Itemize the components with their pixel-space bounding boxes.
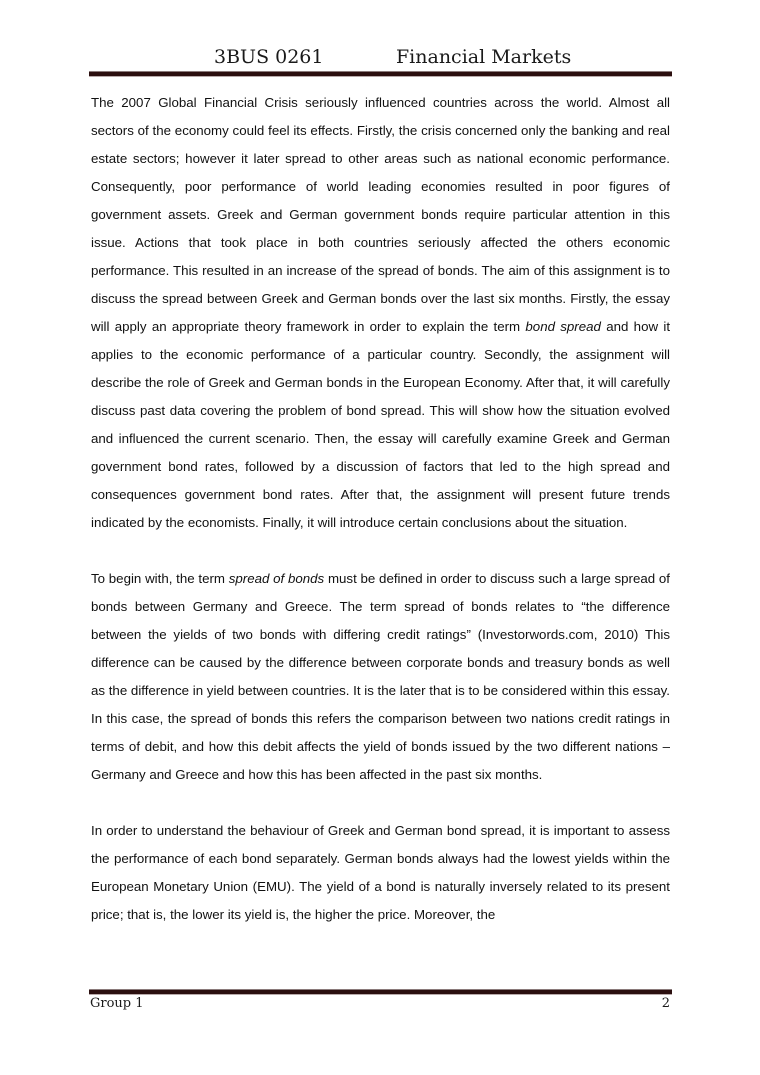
page-number: 2	[661, 996, 670, 1011]
text-segment: To begin with, the term	[91, 571, 229, 586]
page-footer	[89, 996, 672, 1016]
italic-term: spread of bonds	[228, 571, 325, 586]
course-title: Financial Markets	[396, 46, 572, 68]
paragraph-behaviour	[91, 817, 670, 929]
text-segment: and how it applies to the economic performance of a particular country. Secondly, the assignment will describe the role of Greek and German bonds in the European Economy. After that, it will carefully discuss past data covering the problem of bond spread. This will show how the situation evolved and influenced the current scenario. Then, the essay will carefully examine Greek and German government bond rates, followed by a discussion of factors that led to the high spread and consequences government bond rates. After that, the assignment will present future trends indicated by the economists. Finally, it will introduce certain conclusions about the situation.	[91, 319, 671, 530]
group-label: Group 1	[90, 996, 144, 1011]
footer-rule	[89, 989, 672, 995]
italic-term: bond spread	[525, 319, 601, 334]
header-rule	[89, 71, 672, 77]
course-code: 3BUS 0261	[214, 46, 324, 68]
paragraph-definition	[91, 565, 670, 789]
text-segment: must be defined in order to discuss such a large spread of bonds between Germany and Greece. The term spread of bonds relates to “the difference between the yields of two bonds with differing credit ratings” (Investorwords.com, 2010) This difference can be caused by the difference between corporate bonds and treasury bonds as well as the difference in yield between countries. It is the later that is to be considered within this essay. In this case, the spread of bonds this refers the comparison between two nations credit ratings in terms of debit, and how this debit affects the yield of bonds issued by the two different nations – Germany and Greece and how this has been affected in the past six months.	[91, 571, 670, 782]
page-header	[89, 44, 672, 72]
text-segment: In order to understand the behaviour of Greek and German bond spread, it is important to assess the performance of each bond separately. German bonds always had the lowest yields within the European Monetary Union (EMU). The yield of a bond is naturally inversely related to its present price; that is, the lower its yield is, the higher the price. Moreover, the	[91, 823, 670, 922]
text-segment: The 2007 Global Financial Crisis seriously influenced countries across the world. Almost all sectors of the economy could feel its effects. Firstly, the crisis concerned only the banking and real estate sectors; however it later spread to other areas such as national economic performance. Consequently, poor performance of world leading economies resulted in poor figures of government assets. Greek and German government bonds require particular attention in this issue. Actions that took place in both countries seriously affected the others economic performance. This resulted in an increase of the spread of bonds. The aim of this assignment is to discuss the spread between Greek and German bonds over the last six months. Firstly, the essay will apply an appropriate theory framework in order to explain the term	[91, 95, 670, 334]
document-body	[91, 89, 670, 957]
paragraph-intro	[91, 89, 670, 537]
